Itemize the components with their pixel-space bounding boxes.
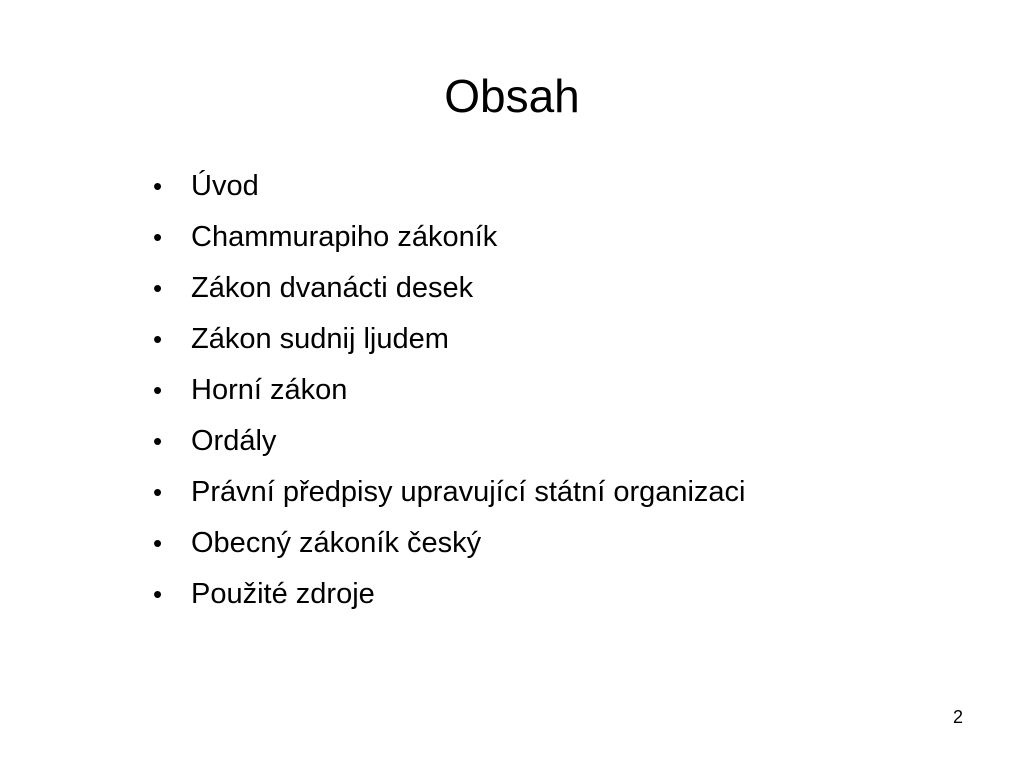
bullet-icon: •: [153, 528, 163, 558]
bullet-icon: •: [153, 426, 163, 456]
list-item: [153, 164, 746, 215]
list-item-label: Úvod: [191, 170, 259, 202]
bullet-icon: •: [153, 273, 163, 303]
bullet-icon: •: [153, 477, 163, 507]
list-item: [153, 419, 746, 470]
list-item-label: Horní zákon: [191, 374, 348, 406]
page-number: 2: [952, 707, 963, 727]
bullet-icon: •: [153, 171, 163, 201]
list-item: [153, 521, 746, 572]
list-item-label: Použité zdroje: [191, 578, 375, 610]
list-item: [153, 572, 746, 623]
list-item-label: Zákon sudnij ljudem: [191, 323, 449, 355]
list-item: [153, 317, 746, 368]
list-item: [153, 368, 746, 419]
bullet-icon: •: [153, 579, 163, 609]
bullet-icon: •: [153, 324, 163, 354]
list-item-label: Právní předpisy upravující státní organizaci: [191, 476, 746, 508]
list-item-label: Zákon dvanácti desek: [191, 272, 474, 304]
list-item: [153, 266, 746, 317]
list-item-label: Chammurapiho zákoník: [191, 221, 498, 253]
bullet-icon: •: [153, 375, 163, 405]
list-item: [153, 470, 746, 521]
list-item-label: Ordály: [191, 425, 277, 457]
list-item: [153, 215, 746, 266]
table-of-contents-list: [153, 164, 746, 623]
bullet-icon: •: [153, 222, 163, 252]
slide-title: Obsah: [444, 70, 580, 122]
list-item-label: Obecný zákoník český: [191, 527, 482, 559]
